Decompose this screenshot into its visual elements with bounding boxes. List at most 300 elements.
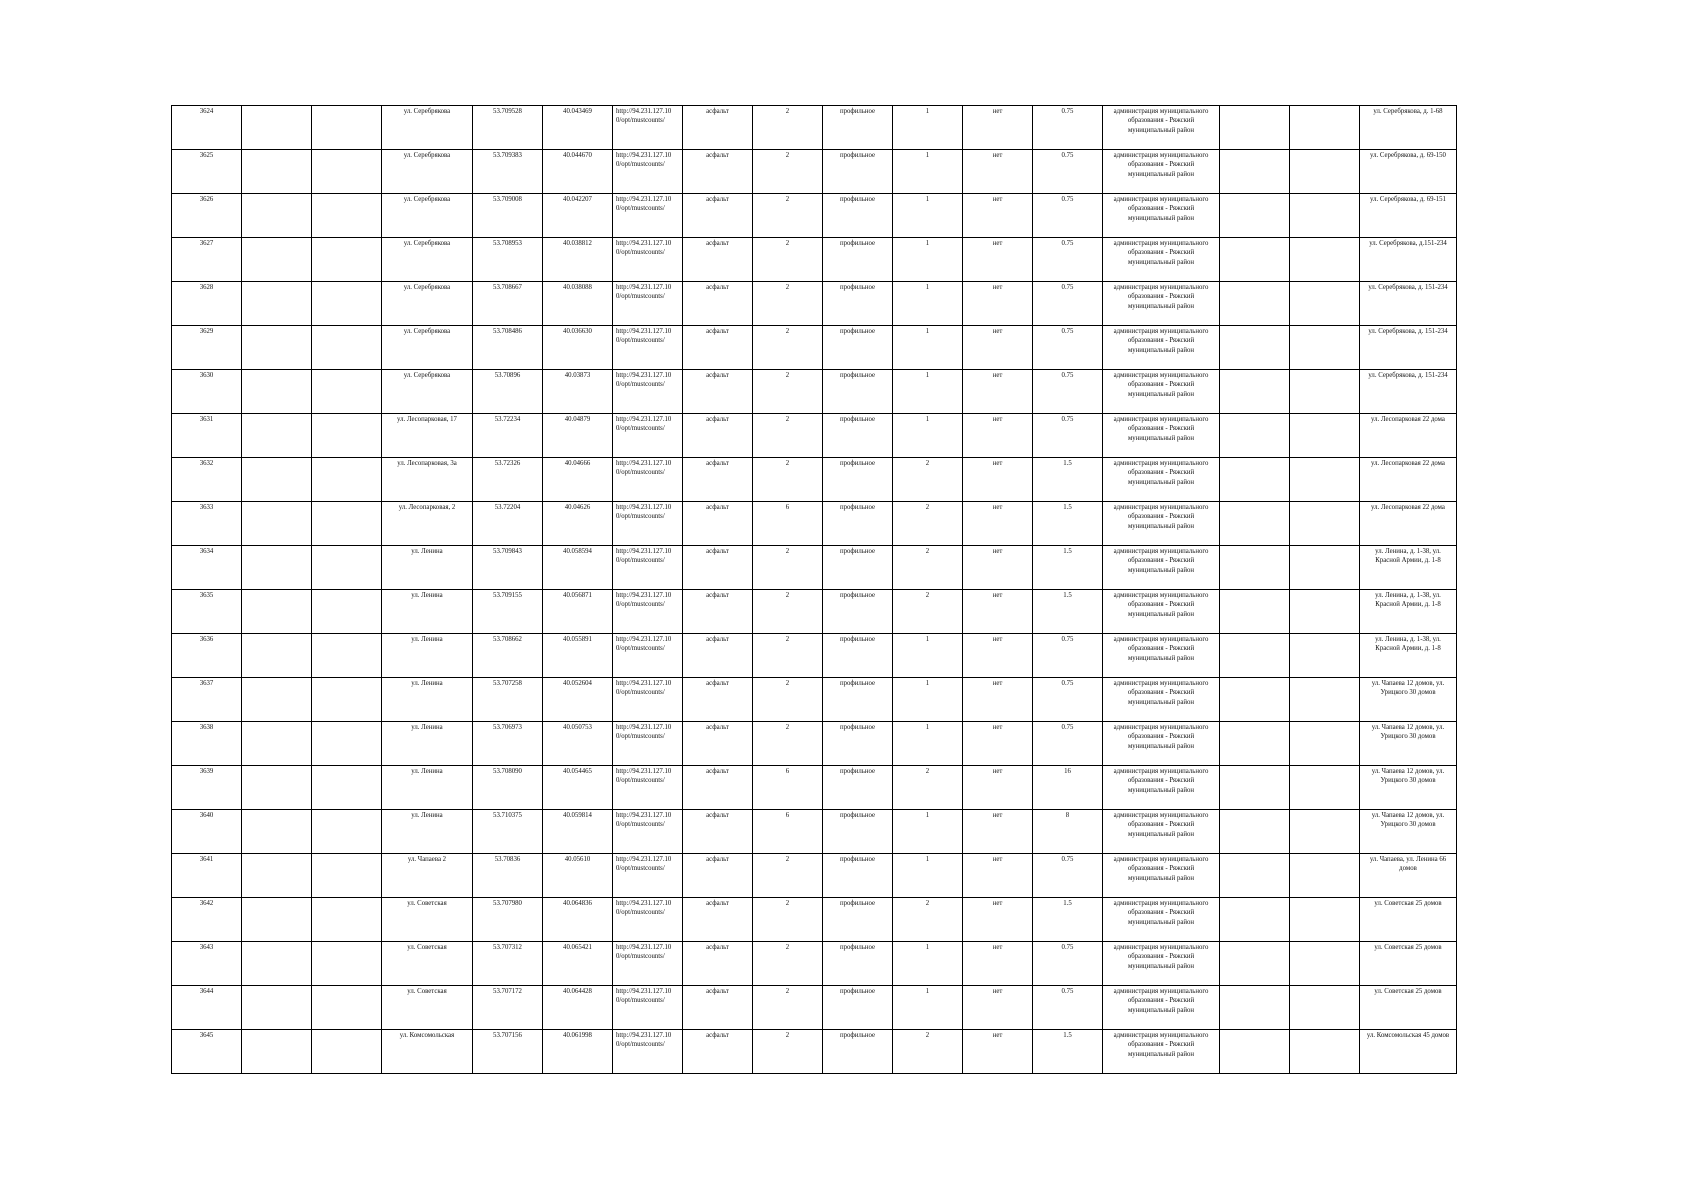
cell-latitude: 53.708090 [473,766,543,810]
cell-owner: администрация муниципального образования - Ряжский муниципальный район [1103,458,1220,502]
table-row [172,502,1457,546]
cell-empty [242,810,312,854]
cell-fence: нет [963,722,1033,766]
cell-latitude: 53.72204 [473,502,543,546]
cell-empty [1290,810,1360,854]
cell-address: ул. Лесопарковая, 17 [382,414,473,458]
cell-sources: ул. Лесопарковая 22 дома [1360,414,1457,458]
cell-latitude: 53.709843 [473,546,543,590]
cell-sources: ул. Серебрякова, д. 151-234 [1360,326,1457,370]
cell-container-count: 1 [893,414,963,458]
table-row [172,1030,1457,1074]
cell-longitude: 40.038812 [543,238,613,282]
cell-sources: ул. Ленина, д. 1-38, ул. Красной Армии, д. 1-8 [1360,590,1457,634]
cell-owner: администрация муниципального образования - Ряжский муниципальный район [1103,854,1220,898]
cell-address: ул. Комсомольская [382,1030,473,1074]
cell-empty [242,722,312,766]
cell-area: 2 [753,898,823,942]
cell-empty [1220,502,1290,546]
cell-area: 2 [753,458,823,502]
cell-container-type: профильное [823,678,893,722]
cell-address: ул. Ленина [382,634,473,678]
cell-container-type: профильное [823,1030,893,1074]
cell-container-type: профильное [823,370,893,414]
cell-volume: 0.75 [1033,942,1103,986]
cell-container-type: профильное [823,106,893,150]
cell-latitude: 53.709528 [473,106,543,150]
cell-owner: администрация муниципального образования - Ряжский муниципальный район [1103,722,1220,766]
cell-id: 3644 [172,986,242,1030]
cell-empty [242,590,312,634]
cell-empty [312,326,382,370]
cell-area: 2 [753,238,823,282]
table-row [172,678,1457,722]
cell-longitude: 40.064836 [543,898,613,942]
cell-empty [1290,282,1360,326]
cell-container-type: профильное [823,194,893,238]
cell-owner: администрация муниципального образования - Ряжский муниципальный район [1103,414,1220,458]
cell-fence: нет [963,854,1033,898]
cell-empty [312,414,382,458]
cell-surface: асфальт [683,458,753,502]
cell-latitude: 53.70896 [473,370,543,414]
cell-sources: ул. Комсомольская 45 домов [1360,1030,1457,1074]
cell-surface: асфальт [683,854,753,898]
cell-area: 2 [753,854,823,898]
cell-longitude: 40.036630 [543,326,613,370]
table-row [172,766,1457,810]
cell-container-type: профильное [823,414,893,458]
cell-fence: нет [963,502,1033,546]
cell-url: http://94.231.127.10 0/opt/mustcounts/ [613,502,683,546]
cell-sources: ул. Лесопарковая 22 дома [1360,502,1457,546]
cell-surface: асфальт [683,106,753,150]
cell-empty [312,238,382,282]
cell-sources: ул. Лесопарковая 22 дома [1360,458,1457,502]
cell-owner: администрация муниципального образования - Ряжский муниципальный район [1103,106,1220,150]
cell-container-count: 1 [893,194,963,238]
cell-url: http://94.231.127.10 0/opt/mustcounts/ [613,810,683,854]
cell-owner: администрация муниципального образования - Ряжский муниципальный район [1103,590,1220,634]
cell-latitude: 53.72326 [473,458,543,502]
cell-empty [1220,678,1290,722]
cell-container-type: профильное [823,326,893,370]
cell-surface: асфальт [683,370,753,414]
cell-latitude: 53.709008 [473,194,543,238]
cell-latitude: 53.710375 [473,810,543,854]
cell-empty [1220,282,1290,326]
cell-empty [1220,810,1290,854]
cell-id: 3643 [172,942,242,986]
cell-empty [1290,854,1360,898]
cell-latitude: 53.707172 [473,986,543,1030]
cell-address: ул. Лесопарковая, 2 [382,502,473,546]
cell-url: http://94.231.127.10 0/opt/mustcounts/ [613,854,683,898]
cell-empty [1290,106,1360,150]
cell-sources: ул. Серебрякова, д. 151-234 [1360,370,1457,414]
cell-container-count: 1 [893,854,963,898]
cell-empty [1290,722,1360,766]
cell-container-type: профильное [823,150,893,194]
cell-id: 3639 [172,766,242,810]
cell-surface: асфальт [683,634,753,678]
cell-url: http://94.231.127.10 0/opt/mustcounts/ [613,194,683,238]
cell-area: 6 [753,766,823,810]
cell-empty [1290,546,1360,590]
cell-owner: администрация муниципального образования - Ряжский муниципальный район [1103,282,1220,326]
cell-owner: администрация муниципального образования - Ряжский муниципальный район [1103,502,1220,546]
cell-address: ул. Ленина [382,678,473,722]
cell-sources: ул. Советская 25 домов [1360,986,1457,1030]
cell-id: 3633 [172,502,242,546]
cell-empty [312,722,382,766]
cell-empty [312,458,382,502]
cell-volume: 0.75 [1033,414,1103,458]
cell-address: ул. Серебрякова [382,106,473,150]
cell-url: http://94.231.127.10 0/opt/mustcounts/ [613,150,683,194]
cell-id: 3645 [172,1030,242,1074]
cell-empty [1220,634,1290,678]
cell-container-count: 2 [893,546,963,590]
cell-url: http://94.231.127.10 0/opt/mustcounts/ [613,590,683,634]
cell-url: http://94.231.127.10 0/opt/mustcounts/ [613,546,683,590]
cell-fence: нет [963,942,1033,986]
cell-owner: администрация муниципального образования - Ряжский муниципальный район [1103,326,1220,370]
cell-empty [1220,722,1290,766]
cell-empty [242,1030,312,1074]
cell-container-count: 1 [893,326,963,370]
cell-empty [242,238,312,282]
cell-fence: нет [963,546,1033,590]
cell-empty [1290,194,1360,238]
cell-surface: асфальт [683,810,753,854]
cell-empty [312,150,382,194]
cell-longitude: 40.056871 [543,590,613,634]
cell-empty [242,326,312,370]
cell-url: http://94.231.127.10 0/opt/mustcounts/ [613,722,683,766]
cell-container-type: профильное [823,634,893,678]
cell-empty [1290,678,1360,722]
cell-longitude: 40.04666 [543,458,613,502]
cell-latitude: 53.709155 [473,590,543,634]
cell-volume: 0.75 [1033,634,1103,678]
cell-fence: нет [963,766,1033,810]
cell-url: http://94.231.127.10 0/opt/mustcounts/ [613,370,683,414]
cell-owner: администрация муниципального образования - Ряжский муниципальный район [1103,546,1220,590]
cell-empty [1220,414,1290,458]
cell-url: http://94.231.127.10 0/opt/mustcounts/ [613,282,683,326]
cell-empty [1220,326,1290,370]
table-row [172,238,1457,282]
cell-latitude: 53.709383 [473,150,543,194]
cell-empty [242,458,312,502]
cell-surface: асфальт [683,986,753,1030]
cell-volume: 0.75 [1033,370,1103,414]
cell-owner: администрация муниципального образования - Ряжский муниципальный район [1103,898,1220,942]
cell-container-type: профильное [823,458,893,502]
cell-surface: асфальт [683,766,753,810]
cell-fence: нет [963,458,1033,502]
cell-container-type: профильное [823,810,893,854]
cell-empty [1290,766,1360,810]
table-row [172,854,1457,898]
cell-area: 2 [753,282,823,326]
cell-empty [242,854,312,898]
cell-surface: асфальт [683,590,753,634]
cell-latitude: 53.708662 [473,634,543,678]
cell-sources: ул. Ленина, д. 1-38, ул. Красной Армии, д. 1-8 [1360,546,1457,590]
cell-url: http://94.231.127.10 0/opt/mustcounts/ [613,1030,683,1074]
cell-url: http://94.231.127.10 0/opt/mustcounts/ [613,766,683,810]
cell-latitude: 53.708667 [473,282,543,326]
cell-empty [242,986,312,1030]
cell-area: 2 [753,326,823,370]
cell-empty [312,194,382,238]
cell-id: 3628 [172,282,242,326]
cell-empty [1290,238,1360,282]
cell-sources: ул. Серебрякова, д. 69-150 [1360,150,1457,194]
cell-address: ул. Чапаева 2 [382,854,473,898]
cell-volume: 0.75 [1033,854,1103,898]
cell-sources: ул. Серебрякова, д. 151-234 [1360,282,1457,326]
cell-empty [312,898,382,942]
cell-empty [312,282,382,326]
cell-surface: асфальт [683,1030,753,1074]
cell-container-count: 2 [893,898,963,942]
cell-address: ул. Серебрякова [382,150,473,194]
cell-id: 3632 [172,458,242,502]
cell-surface: асфальт [683,238,753,282]
cell-container-count: 1 [893,722,963,766]
table-row [172,458,1457,502]
cell-sources: ул. Серебрякова, д. 69-151 [1360,194,1457,238]
cell-longitude: 40.054465 [543,766,613,810]
cell-container-type: профильное [823,766,893,810]
cell-container-type: профильное [823,986,893,1030]
cell-surface: асфальт [683,282,753,326]
cell-empty [242,942,312,986]
cell-empty [242,766,312,810]
cell-area: 2 [753,546,823,590]
table-row [172,546,1457,590]
cell-volume: 1.5 [1033,898,1103,942]
cell-empty [1290,590,1360,634]
cell-address: ул. Советская [382,986,473,1030]
table-row [172,590,1457,634]
table-row [172,106,1457,150]
cell-empty [1290,898,1360,942]
cell-area: 2 [753,1030,823,1074]
cell-area: 2 [753,722,823,766]
cell-empty [242,634,312,678]
cell-id: 3638 [172,722,242,766]
cell-empty [312,502,382,546]
cell-id: 3641 [172,854,242,898]
cell-area: 6 [753,502,823,546]
cell-container-type: профильное [823,854,893,898]
table-row [172,414,1457,458]
cell-sources: ул. Чапаева 12 домов, ул. Урицкого 30 домов [1360,678,1457,722]
cell-container-type: профильное [823,942,893,986]
cell-longitude: 40.059814 [543,810,613,854]
cell-longitude: 40.064428 [543,986,613,1030]
cell-area: 2 [753,590,823,634]
cell-url: http://94.231.127.10 0/opt/mustcounts/ [613,942,683,986]
cell-empty [312,546,382,590]
cell-volume: 0.75 [1033,150,1103,194]
cell-empty [1220,1030,1290,1074]
cell-container-count: 1 [893,810,963,854]
cell-empty [312,766,382,810]
cell-volume: 0.75 [1033,986,1103,1030]
cell-empty [1220,150,1290,194]
cell-fence: нет [963,986,1033,1030]
cell-owner: администрация муниципального образования - Ряжский муниципальный район [1103,1030,1220,1074]
cell-longitude: 40.058594 [543,546,613,590]
cell-longitude: 40.03873 [543,370,613,414]
cell-url: http://94.231.127.10 0/opt/mustcounts/ [613,326,683,370]
cell-volume: 1.5 [1033,1030,1103,1074]
cell-empty [312,986,382,1030]
cell-empty [242,194,312,238]
cell-address: ул. Ленина [382,766,473,810]
cell-sources: ул. Чапаева 12 домов, ул. Урицкого 30 домов [1360,766,1457,810]
cell-longitude: 40.050753 [543,722,613,766]
cell-empty [1220,766,1290,810]
table-row [172,942,1457,986]
cell-latitude: 53.706973 [473,722,543,766]
cell-container-count: 1 [893,986,963,1030]
cell-surface: асфальт [683,502,753,546]
cell-empty [1220,238,1290,282]
cell-empty [312,854,382,898]
cell-container-count: 2 [893,1030,963,1074]
cell-longitude: 40.044670 [543,150,613,194]
table-row [172,370,1457,414]
cell-empty [1290,414,1360,458]
cell-longitude: 40.038088 [543,282,613,326]
cell-empty [1220,458,1290,502]
cell-area: 2 [753,678,823,722]
cell-volume: 1.5 [1033,590,1103,634]
cell-empty [242,106,312,150]
cell-empty [1220,986,1290,1030]
cell-owner: администрация муниципального образования - Ряжский муниципальный район [1103,370,1220,414]
cell-sources: ул. Чапаева 12 домов, ул. Урицкого 30 домов [1360,810,1457,854]
cell-empty [1290,458,1360,502]
cell-empty [1220,106,1290,150]
cell-container-type: профильное [823,722,893,766]
cell-address: ул. Серебрякова [382,194,473,238]
cell-empty [1290,986,1360,1030]
cell-empty [1220,546,1290,590]
cell-surface: асфальт [683,722,753,766]
cell-container-type: профильное [823,546,893,590]
cell-container-type: профильное [823,898,893,942]
cell-empty [312,1030,382,1074]
cell-fence: нет [963,810,1033,854]
cell-empty [312,106,382,150]
cell-sources: ул. Чапаева, ул. Ленина 66 домов [1360,854,1457,898]
cell-latitude: 53.707156 [473,1030,543,1074]
cell-owner: администрация муниципального образования - Ряжский муниципальный район [1103,766,1220,810]
cell-volume: 8 [1033,810,1103,854]
cell-fence: нет [963,150,1033,194]
cell-url: http://94.231.127.10 0/opt/mustcounts/ [613,458,683,502]
cell-longitude: 40.055891 [543,634,613,678]
cell-container-count: 1 [893,238,963,282]
cell-empty [1290,326,1360,370]
cell-area: 2 [753,634,823,678]
cell-container-count: 1 [893,150,963,194]
cell-id: 3635 [172,590,242,634]
cell-empty [242,370,312,414]
cell-surface: асфальт [683,414,753,458]
cell-longitude: 40.052604 [543,678,613,722]
table-body [172,106,1457,1074]
cell-owner: администрация муниципального образования - Ряжский муниципальный район [1103,194,1220,238]
cell-surface: асфальт [683,150,753,194]
cell-empty [1220,854,1290,898]
cell-surface: асфальт [683,678,753,722]
cell-empty [1290,634,1360,678]
cell-empty [312,942,382,986]
cell-area: 2 [753,942,823,986]
cell-latitude: 53.708953 [473,238,543,282]
cell-id: 3626 [172,194,242,238]
cell-id: 3637 [172,678,242,722]
cell-owner: администрация муниципального образования - Ряжский муниципальный район [1103,942,1220,986]
cell-url: http://94.231.127.10 0/opt/mustcounts/ [613,678,683,722]
cell-volume: 1.5 [1033,546,1103,590]
cell-owner: администрация муниципального образования - Ряжский муниципальный район [1103,678,1220,722]
cell-fence: нет [963,238,1033,282]
cell-area: 2 [753,986,823,1030]
cell-empty [242,414,312,458]
cell-volume: 0.75 [1033,678,1103,722]
cell-volume: 0.75 [1033,722,1103,766]
cell-longitude: 40.043469 [543,106,613,150]
cell-fence: нет [963,678,1033,722]
cell-surface: асфальт [683,194,753,238]
cell-fence: нет [963,326,1033,370]
cell-address: ул. Советская [382,898,473,942]
cell-latitude: 53.708486 [473,326,543,370]
cell-volume: 16 [1033,766,1103,810]
cell-empty [312,634,382,678]
cell-address: ул. Серебрякова [382,282,473,326]
cell-empty [1220,942,1290,986]
cell-empty [242,898,312,942]
cell-surface: асфальт [683,942,753,986]
cell-fence: нет [963,194,1033,238]
table-row [172,194,1457,238]
cell-container-type: профильное [823,502,893,546]
cell-latitude: 53.707258 [473,678,543,722]
cell-longitude: 40.04879 [543,414,613,458]
cell-id: 3624 [172,106,242,150]
cell-url: http://94.231.127.10 0/opt/mustcounts/ [613,898,683,942]
cell-container-type: профильное [823,590,893,634]
cell-address: ул. Серебрякова [382,370,473,414]
cell-latitude: 53.72234 [473,414,543,458]
table-row [172,326,1457,370]
cell-owner: администрация муниципального образования - Ряжский муниципальный район [1103,238,1220,282]
table-row [172,150,1457,194]
cell-empty [1290,942,1360,986]
cell-surface: асфальт [683,898,753,942]
cell-surface: асфальт [683,546,753,590]
